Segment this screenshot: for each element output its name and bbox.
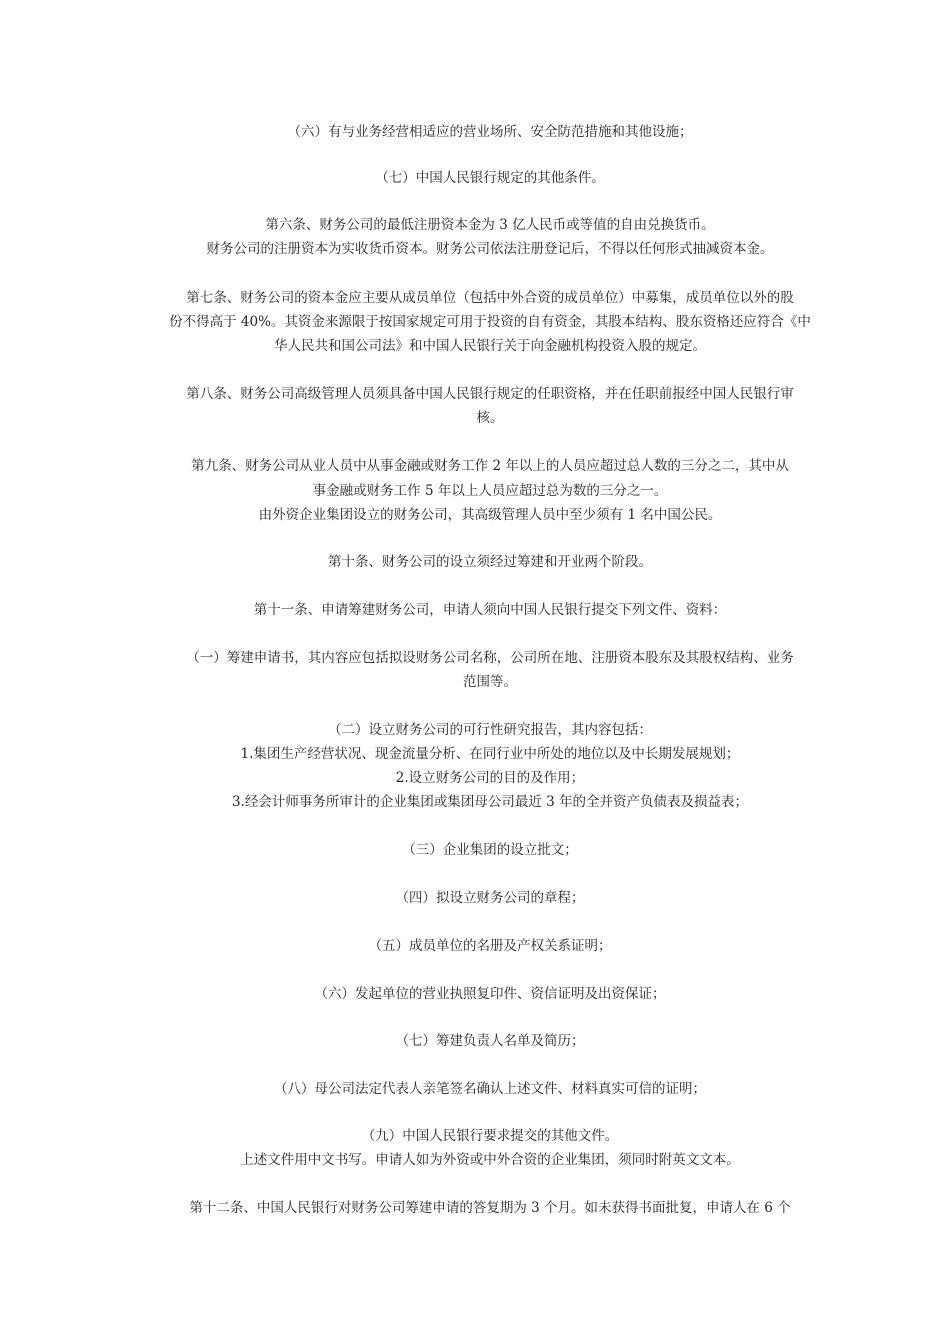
article-11: 第十一条、申请筹建财务公司，申请人须向中国人民银行提交下列文件、资料： — [253, 602, 727, 618]
item-2-point-1: 1.集团生产经营状况、现金流量分析、在同行业中所处的地位以及中长期发展规划； — [240, 746, 740, 762]
item-8: （八）母公司法定代表人亲笔签名确认上述文件、材料真实可信的证明； — [274, 1081, 706, 1097]
article-8-line-2: 核。 — [476, 410, 504, 426]
item-2: （二）设立财务公司的可行性研究报告，其内容包括： — [328, 722, 652, 738]
item-4: （四）拟设立财务公司的章程； — [395, 890, 585, 906]
article-9-line-3: 由外资企业集团设立的财务公司，其高级管理人员中至少须有 1 名中国公民。 — [258, 507, 722, 523]
article-12-line-1: 第十二条、中国人民银行对财务公司筹建申请的答复期为 3 个月。如未获得书面批复，申请人在 6 个 — [189, 1200, 791, 1216]
clause-6-6: （六）有与业务经营相适应的营业场所、安全防范措施和其他设施； — [287, 124, 693, 140]
article-9-line-2: 事金融或财务工作 5 年以上人员应超过总为数的三分之一。 — [312, 483, 668, 499]
article-10: 第十条、财务公司的设立须经过筹建和开业两个阶段。 — [328, 554, 652, 570]
article-9-line-1: 第九条、财务公司从业人员中从事金融或财务工作 2 年以上的人员应超过总人数的三分之二，其中从 — [191, 458, 789, 474]
article-7-line-2: 份不得高于 40%。其资金来源限于按国家规定可用于投资的自有资金，其股本结构、股东资格还应符合《中 — [169, 314, 811, 330]
article-7-line-1: 第七条、财务公司的资本金应主要从成员单位（包括中外合资的成员单位）中募集，成员单位以外的股 — [186, 290, 794, 306]
item-9: （九）中国人民银行要求提交的其他文件。 — [361, 1128, 619, 1144]
clause-6-7: （七）中国人民银行规定的其他条件。 — [375, 170, 605, 186]
item-1-line-2: 范围等。 — [463, 674, 517, 690]
item-5: （五）成员单位的名册及产权关系证明； — [368, 938, 612, 954]
language-note: 上述文件用中文书写。申请人如为外资或中外合资的企业集团，须同时附英文文本。 — [240, 1152, 740, 1168]
item-6: （六）发起单位的营业执照复印件、资信证明及出资保证； — [314, 986, 666, 1002]
item-1-line-1: （一）筹建申请书，其内容应包括拟设财务公司名称，公司所在地、注册资本股东及其股权结构、业务 — [186, 650, 794, 666]
item-2-point-3: 3.经会计师事务所审计的企业集团或集团母公司最近 3 年的全并资产负债表及损益表； — [231, 794, 749, 810]
item-7: （七）筹建负责人名单及简历； — [395, 1033, 585, 1049]
item-2-point-2: 2.设立财务公司的目的及作用； — [395, 770, 585, 786]
item-3: （三）企业集团的设立批文； — [402, 842, 578, 858]
article-7-line-3: 华人民共和国公司法》和中国人民银行关于向金融机构投资入股的规定。 — [274, 338, 706, 354]
article-8-line-1: 第八条、财务公司高级管理人员须具备中国人民银行规定的任职资格，并在任职前报经中国人民银行审 — [186, 386, 794, 402]
article-6-line-2: 财务公司的注册资本为实收货币资本。财务公司依法注册登记后，不得以任何形式抽减资本金。 — [206, 241, 774, 257]
article-6-line-1: 第六条、财务公司的最低注册资本金为 3 亿人民币或等值的自由兑换货币。 — [265, 217, 715, 233]
